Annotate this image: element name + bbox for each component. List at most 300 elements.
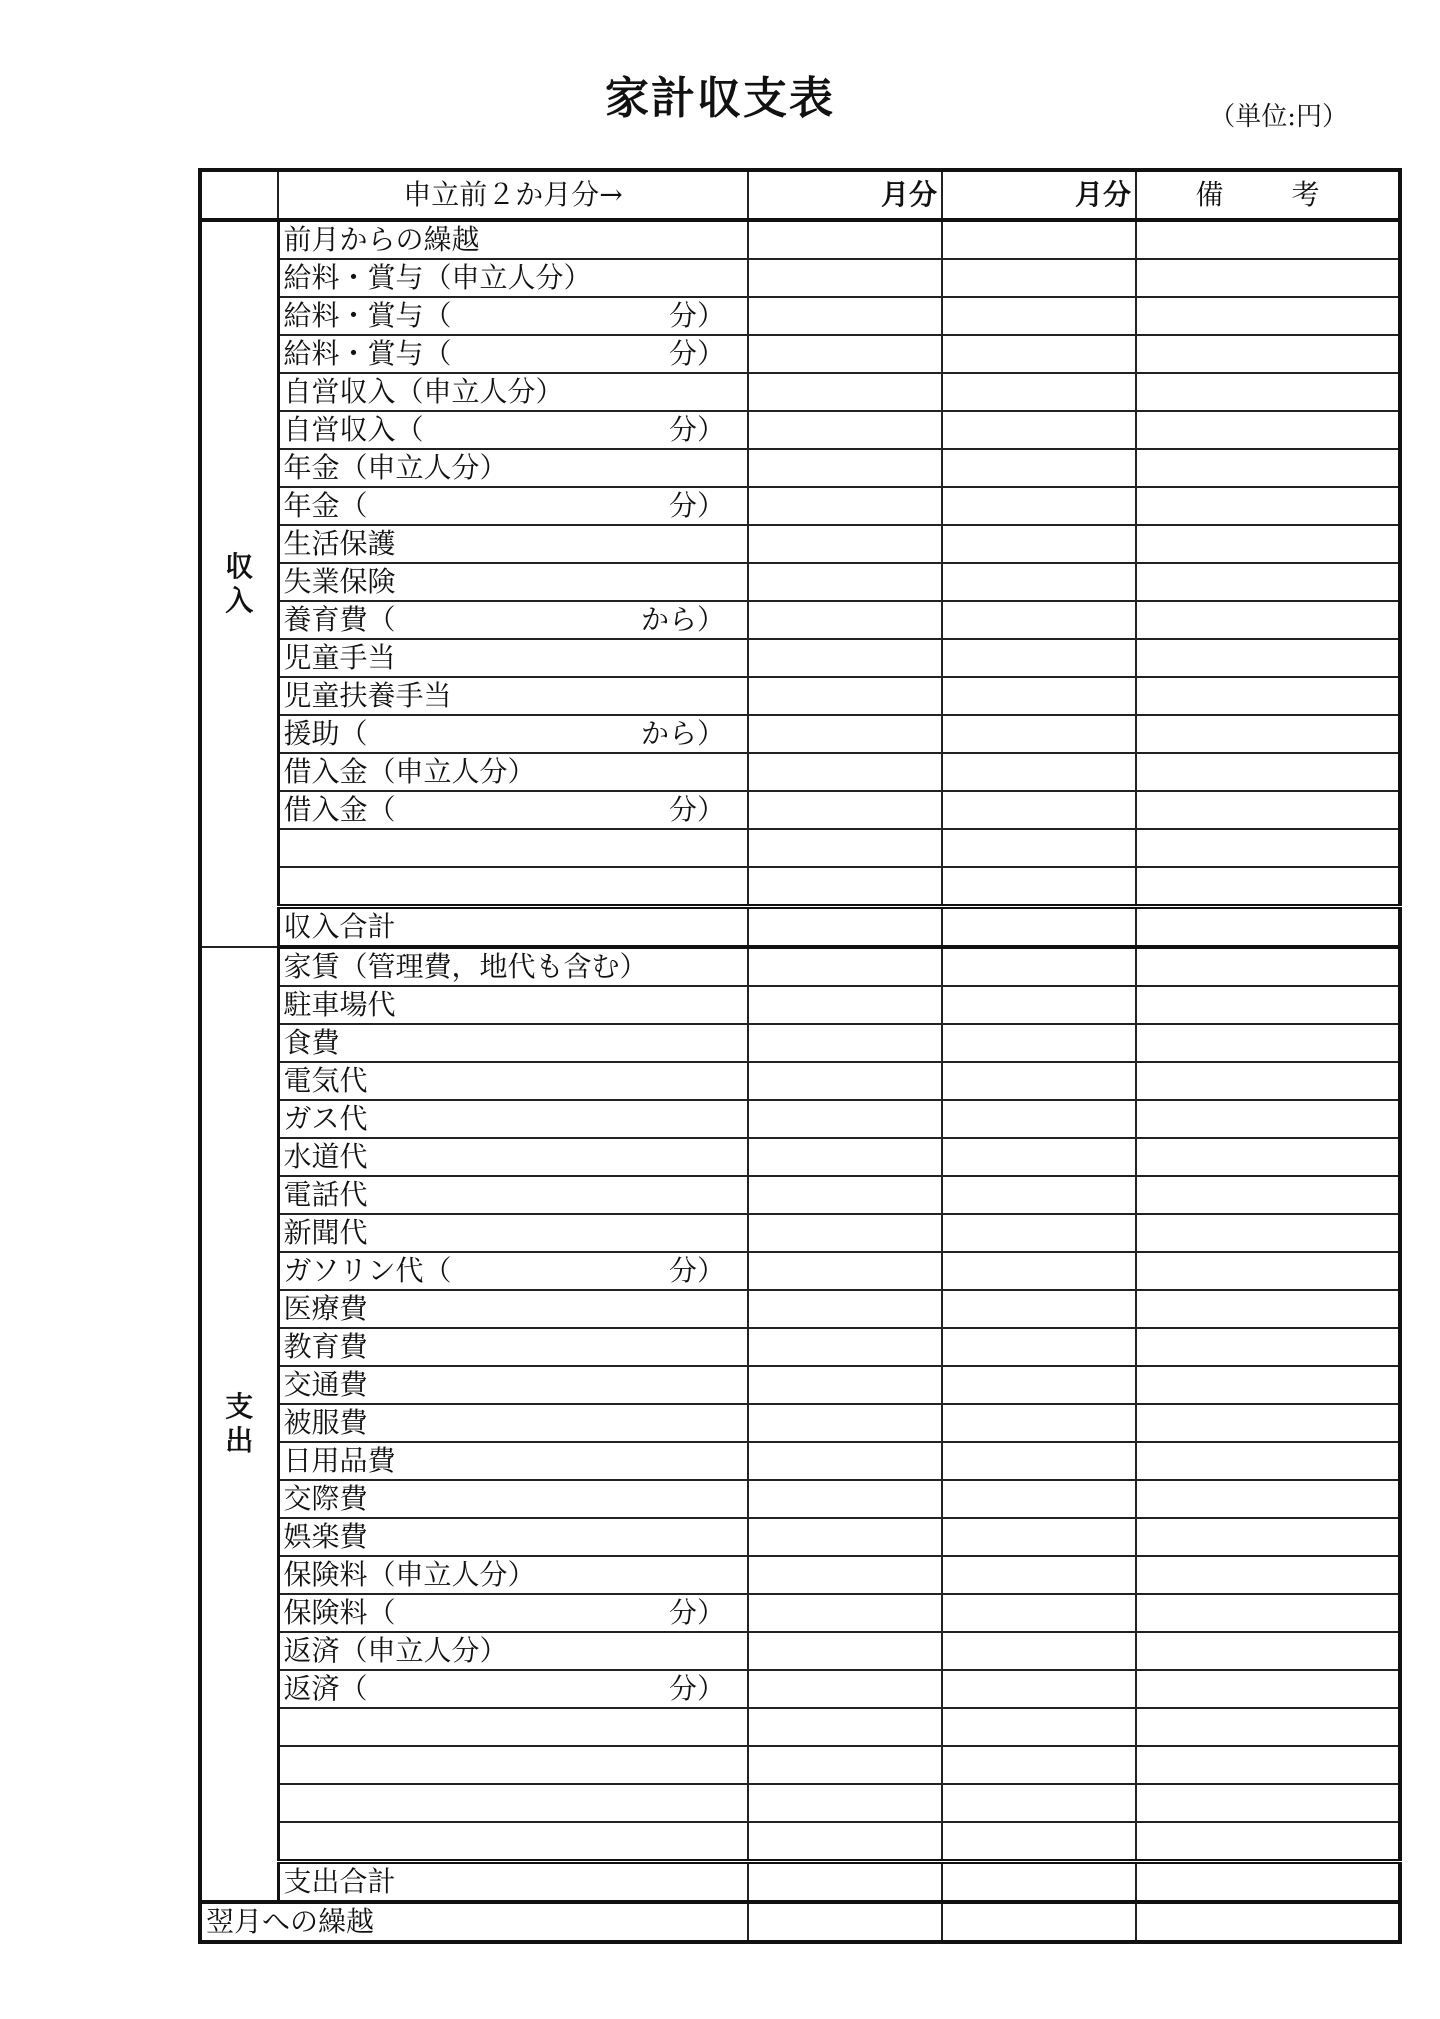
item-label-text: 返済（ <box>283 1672 368 1705</box>
expense-item-label <box>278 1138 748 1176</box>
remarks-cell[interactable] <box>1136 1594 1400 1632</box>
month-2-amount-cell[interactable] <box>942 947 1136 986</box>
month-1-amount-cell[interactable] <box>748 1214 942 1252</box>
header-remarks: 備 考 <box>1136 170 1400 220</box>
expense-row <box>200 1404 1400 1442</box>
month-2-amount-cell[interactable] <box>942 1176 1136 1214</box>
month-1-amount-cell[interactable] <box>748 1328 942 1366</box>
month-1-amount-cell[interactable] <box>748 601 942 639</box>
month-1-amount-cell[interactable] <box>748 563 942 601</box>
document-title: 家計収支表 <box>605 73 835 124</box>
table-body <box>200 170 1400 1942</box>
expense-item-label <box>278 947 748 986</box>
month-2-amount-cell[interactable] <box>942 335 1136 373</box>
expense-item-label <box>278 1062 748 1100</box>
month-1-amount-cell[interactable] <box>748 1708 942 1746</box>
item-label-suffix <box>725 1558 743 1592</box>
item-label-suffix: から） <box>640 603 725 636</box>
month-1-amount-cell[interactable] <box>748 1442 942 1480</box>
income-item-label <box>278 715 748 753</box>
expense-item-label <box>278 1328 748 1366</box>
income-item-label <box>278 639 748 677</box>
income-row <box>200 259 1400 297</box>
item-label-suffix <box>725 1216 743 1250</box>
month-2-amount-cell[interactable] <box>942 1100 1136 1138</box>
month-1-amount-cell[interactable] <box>748 1594 942 1632</box>
item-label-text: 電話代 <box>283 1178 368 1211</box>
month-1-amount-cell[interactable] <box>748 1100 942 1138</box>
item-label-suffix <box>725 1140 743 1174</box>
month-2-amount-cell[interactable] <box>942 1556 1136 1594</box>
income-item-label <box>278 259 748 297</box>
item-label-text: 給料・賞与（ <box>283 337 452 370</box>
month-2-amount-cell[interactable] <box>942 220 1136 259</box>
remarks-cell[interactable] <box>1136 1746 1400 1784</box>
month-2-amount-cell[interactable] <box>942 1024 1136 1062</box>
month-2-amount-cell[interactable] <box>942 411 1136 449</box>
item-label-text: 娯楽費 <box>283 1520 368 1553</box>
month-1-amount-cell[interactable] <box>748 1366 942 1404</box>
remarks-cell[interactable] <box>1136 1822 1400 1862</box>
month-2-amount-cell[interactable] <box>942 986 1136 1024</box>
expense-row <box>200 1138 1400 1176</box>
month-1-amount-cell[interactable] <box>748 791 942 829</box>
expense-item-label <box>278 1594 748 1632</box>
month-2-amount-cell[interactable] <box>942 639 1136 677</box>
month-2-carry-cell[interactable] <box>942 1902 1136 1942</box>
expense-row <box>200 1518 1400 1556</box>
month-1-amount-cell[interactable] <box>748 1670 942 1708</box>
month-1-amount-cell[interactable] <box>748 1404 942 1442</box>
item-label-text: 借入金（申立人分） <box>283 755 536 788</box>
income-item-label <box>278 829 748 867</box>
item-label-suffix: 分） <box>668 1672 725 1705</box>
remarks-cell[interactable] <box>1136 829 1400 867</box>
item-label-text: 教育費 <box>283 1330 368 1363</box>
remarks-cell[interactable] <box>1136 1328 1400 1366</box>
month-1-total-cell[interactable] <box>748 907 942 948</box>
income-row <box>200 411 1400 449</box>
income-item-label <box>278 867 748 907</box>
remarks-cell[interactable] <box>1136 1214 1400 1252</box>
item-label-suffix: 分） <box>668 489 725 522</box>
income-row <box>200 753 1400 791</box>
header-row <box>200 170 1400 220</box>
item-label-suffix <box>725 755 743 789</box>
remarks-cell[interactable] <box>1136 639 1400 677</box>
expense-item-label <box>278 1442 748 1480</box>
expense-row <box>200 986 1400 1024</box>
income-item-label <box>278 411 748 449</box>
month-2-amount-cell[interactable] <box>942 1822 1136 1862</box>
expense-item-label <box>278 1670 748 1708</box>
remarks-cell[interactable] <box>1136 220 1400 259</box>
item-label-suffix <box>725 1292 743 1326</box>
month-2-amount-cell[interactable] <box>942 677 1136 715</box>
expense-row <box>200 1290 1400 1328</box>
expense-row <box>200 1176 1400 1214</box>
remarks-cell[interactable] <box>1136 715 1400 753</box>
item-label-text: 給料・賞与（ <box>283 299 452 332</box>
remarks-cell[interactable] <box>1136 1138 1400 1176</box>
item-label-suffix <box>725 1064 743 1098</box>
month-2-amount-cell[interactable] <box>942 1366 1136 1404</box>
expense-row <box>200 1328 1400 1366</box>
remarks-cell[interactable] <box>1136 947 1400 986</box>
item-label-text: 児童扶養手当 <box>283 679 452 712</box>
remarks-cell[interactable] <box>1136 1708 1400 1746</box>
income-row <box>200 677 1400 715</box>
income-item-label <box>278 335 748 373</box>
item-label-suffix <box>725 1406 743 1440</box>
remarks-cell[interactable] <box>1136 1062 1400 1100</box>
income-row <box>200 487 1400 525</box>
remarks-cell[interactable] <box>1136 563 1400 601</box>
item-label-text: 年金（申立人分） <box>283 451 508 484</box>
month-1-amount-cell[interactable] <box>748 1822 942 1862</box>
item-label-text: 駐車場代 <box>283 988 396 1021</box>
expense-item-label <box>278 1746 748 1784</box>
month-1-amount-cell[interactable] <box>748 947 942 986</box>
income-section-char: 入 <box>225 584 254 617</box>
expense-section-label <box>200 947 278 1902</box>
income-item-label <box>278 525 748 563</box>
expense-item-label <box>278 1100 748 1138</box>
item-label-suffix <box>725 1368 743 1402</box>
expense-section-char: 支 <box>225 1390 254 1423</box>
month-1-amount-cell[interactable] <box>748 525 942 563</box>
month-1-amount-cell[interactable] <box>748 259 942 297</box>
month-1-amount-cell[interactable] <box>748 1290 942 1328</box>
item-label-suffix <box>725 565 743 599</box>
month-2-amount-cell[interactable] <box>942 1670 1136 1708</box>
remarks-cell[interactable] <box>1136 867 1400 907</box>
item-label-suffix <box>725 950 743 984</box>
month-2-total-cell[interactable] <box>942 907 1136 948</box>
month-2-amount-cell[interactable] <box>942 1290 1136 1328</box>
month-2-amount-cell[interactable] <box>942 1518 1136 1556</box>
income-section-label <box>200 220 278 947</box>
month-1-amount-cell[interactable] <box>748 449 942 487</box>
item-label-text: 保険料（ <box>283 1596 396 1629</box>
item-label-suffix <box>725 1102 743 1136</box>
item-label-suffix: 分） <box>668 793 725 826</box>
income-total-label: 収入合計 <box>278 907 748 948</box>
header-corner-cell <box>200 170 278 220</box>
expense-item-label <box>278 1252 748 1290</box>
item-label-suffix <box>725 375 743 409</box>
remarks-cell[interactable] <box>1136 1518 1400 1556</box>
expense-row <box>200 947 1400 986</box>
item-label-text: 養育費（ <box>283 603 396 636</box>
item-label-text: 年金（ <box>283 489 368 522</box>
item-label-text: 自営収入（申立人分） <box>283 375 564 408</box>
month-2-amount-cell[interactable] <box>942 1252 1136 1290</box>
expense-row <box>200 1556 1400 1594</box>
income-item-label <box>278 297 748 335</box>
remarks-cell[interactable] <box>1136 753 1400 791</box>
item-label-text: 失業保険 <box>283 565 396 598</box>
item-label-text: 援助（ <box>283 717 368 750</box>
remarks-cell[interactable] <box>1136 1480 1400 1518</box>
income-row <box>200 867 1400 907</box>
item-label-text: 食費 <box>283 1026 340 1059</box>
month-1-amount-cell[interactable] <box>748 297 942 335</box>
item-label-suffix <box>725 1178 743 1212</box>
expense-item-label <box>278 1822 748 1862</box>
expense-row <box>200 1632 1400 1670</box>
income-row <box>200 220 1400 259</box>
month-2-amount-cell[interactable] <box>942 1594 1136 1632</box>
item-label-suffix: 分） <box>668 1254 725 1287</box>
month-2-amount-cell[interactable] <box>942 715 1136 753</box>
item-label-suffix: から） <box>640 717 725 750</box>
income-item-label <box>278 563 748 601</box>
month-1-amount-cell[interactable] <box>748 373 942 411</box>
income-item-label <box>278 220 748 259</box>
unit-note: （単位:円） <box>1209 102 1348 132</box>
remarks-cell[interactable] <box>1136 1556 1400 1594</box>
expense-row <box>200 1062 1400 1100</box>
item-label-suffix <box>725 451 743 485</box>
remarks-cell[interactable] <box>1136 1784 1400 1822</box>
header-month-2: 月分 <box>942 170 1136 220</box>
remarks-cell[interactable] <box>1136 1404 1400 1442</box>
item-label-text: 給料・賞与（申立人分） <box>283 261 592 294</box>
item-label-suffix <box>725 261 743 295</box>
income-item-label <box>278 601 748 639</box>
item-label-suffix: 分） <box>668 413 725 446</box>
expense-row <box>200 1708 1400 1746</box>
income-item-label <box>278 487 748 525</box>
expense-row <box>200 1252 1400 1290</box>
month-1-amount-cell[interactable] <box>748 1480 942 1518</box>
remarks-cell[interactable] <box>1136 986 1400 1024</box>
item-label-suffix <box>725 988 743 1022</box>
month-1-amount-cell[interactable] <box>748 1556 942 1594</box>
item-label-suffix: 分） <box>668 299 725 332</box>
income-row <box>200 791 1400 829</box>
remarks-cell[interactable] <box>1136 1290 1400 1328</box>
item-label-suffix <box>725 1330 743 1364</box>
remarks-cell[interactable] <box>1136 1670 1400 1708</box>
income-row <box>200 715 1400 753</box>
month-2-amount-cell[interactable] <box>942 525 1136 563</box>
expense-item-label <box>278 1518 748 1556</box>
remarks-cell[interactable] <box>1136 601 1400 639</box>
month-2-amount-cell[interactable] <box>942 1404 1136 1442</box>
remarks-cell[interactable] <box>1136 1024 1400 1062</box>
item-label-suffix <box>725 1634 743 1668</box>
remarks-cell[interactable] <box>1136 487 1400 525</box>
month-1-amount-cell[interactable] <box>748 715 942 753</box>
remarks-cell[interactable] <box>1136 1632 1400 1670</box>
household-budget-table <box>198 168 1402 1944</box>
month-1-amount-cell[interactable] <box>748 829 942 867</box>
income-row <box>200 449 1400 487</box>
expense-total-label: 支出合計 <box>278 1862 748 1903</box>
item-label-text: 被服費 <box>283 1406 368 1439</box>
income-item-label <box>278 791 748 829</box>
income-total-row <box>200 907 1400 948</box>
month-2-amount-cell[interactable] <box>942 449 1136 487</box>
remarks-cell[interactable] <box>1136 411 1400 449</box>
expense-row <box>200 1670 1400 1708</box>
expense-item-label <box>278 1024 748 1062</box>
remarks-cell[interactable] <box>1136 259 1400 297</box>
expense-item-label <box>278 1290 748 1328</box>
remarks-cell[interactable] <box>1136 1252 1400 1290</box>
remarks-cell[interactable] <box>1136 449 1400 487</box>
item-label-suffix <box>725 527 743 561</box>
item-label-text: ガソリン代（ <box>283 1254 452 1287</box>
item-label-suffix <box>725 1520 743 1554</box>
expense-item-label <box>278 1366 748 1404</box>
item-label-text: 日用品費 <box>283 1444 396 1477</box>
item-label-text: 交通費 <box>283 1368 368 1401</box>
remarks-cell[interactable] <box>1136 677 1400 715</box>
month-2-amount-cell[interactable] <box>942 829 1136 867</box>
item-label-text: 電気代 <box>283 1064 368 1097</box>
month-1-carry-cell[interactable] <box>748 1902 942 1942</box>
expense-row <box>200 1024 1400 1062</box>
month-1-amount-cell[interactable] <box>748 1138 942 1176</box>
remarks-total-cell[interactable] <box>1136 907 1400 948</box>
expense-row <box>200 1480 1400 1518</box>
month-1-total-cell[interactable] <box>748 1862 942 1903</box>
month-1-amount-cell[interactable] <box>748 220 942 259</box>
month-1-amount-cell[interactable] <box>748 986 942 1024</box>
remarks-cell[interactable] <box>1136 1176 1400 1214</box>
month-2-total-cell[interactable] <box>942 1862 1136 1903</box>
item-label-suffix <box>725 1026 743 1060</box>
month-2-amount-cell[interactable] <box>942 563 1136 601</box>
item-label-text: 保険料（申立人分） <box>283 1558 536 1591</box>
item-label-text: 家賃（管理費，地代も含む） <box>283 950 648 983</box>
expense-row <box>200 1366 1400 1404</box>
expense-item-label <box>278 1784 748 1822</box>
month-2-amount-cell[interactable] <box>942 1632 1136 1670</box>
item-label-text: 交際費 <box>283 1482 368 1515</box>
remarks-cell[interactable] <box>1136 297 1400 335</box>
month-1-amount-cell[interactable] <box>748 1062 942 1100</box>
month-1-amount-cell[interactable] <box>748 1176 942 1214</box>
month-1-amount-cell[interactable] <box>748 753 942 791</box>
expense-row <box>200 1214 1400 1252</box>
month-2-amount-cell[interactable] <box>942 1062 1136 1100</box>
month-1-amount-cell[interactable] <box>748 1746 942 1784</box>
income-item-label <box>278 373 748 411</box>
income-row <box>200 335 1400 373</box>
expense-item-label <box>278 1214 748 1252</box>
item-label-suffix <box>725 641 743 675</box>
remarks-carry-cell[interactable] <box>1136 1902 1400 1942</box>
item-label-text: 生活保護 <box>283 527 396 560</box>
month-2-amount-cell[interactable] <box>942 1746 1136 1784</box>
remarks-cell[interactable] <box>1136 1366 1400 1404</box>
header-month-1: 月分 <box>748 170 942 220</box>
month-2-amount-cell[interactable] <box>942 791 1136 829</box>
month-1-amount-cell[interactable] <box>748 487 942 525</box>
month-2-amount-cell[interactable] <box>942 753 1136 791</box>
month-2-amount-cell[interactable] <box>942 601 1136 639</box>
month-1-amount-cell[interactable] <box>748 677 942 715</box>
income-item-label <box>278 677 748 715</box>
month-1-amount-cell[interactable] <box>748 335 942 373</box>
item-label-text: 自営収入（ <box>283 413 424 446</box>
carry-over-label: 翌月への繰越 <box>200 1902 748 1942</box>
month-2-amount-cell[interactable] <box>942 1138 1136 1176</box>
expense-section-char: 出 <box>225 1424 254 1457</box>
remarks-cell[interactable] <box>1136 373 1400 411</box>
remarks-total-cell[interactable] <box>1136 1862 1400 1903</box>
month-1-amount-cell[interactable] <box>748 1252 942 1290</box>
income-row <box>200 639 1400 677</box>
item-label-suffix <box>725 223 743 257</box>
income-row <box>200 829 1400 867</box>
expense-item-label <box>278 1632 748 1670</box>
item-label-text: ガス代 <box>283 1102 368 1135</box>
month-2-amount-cell[interactable] <box>942 867 1136 907</box>
expense-row <box>200 1746 1400 1784</box>
carry-over-row <box>200 1902 1400 1942</box>
income-row <box>200 563 1400 601</box>
income-item-label <box>278 753 748 791</box>
remarks-cell[interactable] <box>1136 335 1400 373</box>
item-label-text: 医療費 <box>283 1292 368 1325</box>
month-1-amount-cell[interactable] <box>748 1518 942 1556</box>
expense-item-label <box>278 1480 748 1518</box>
month-1-amount-cell[interactable] <box>748 411 942 449</box>
item-label-suffix <box>725 679 743 713</box>
income-row <box>200 297 1400 335</box>
item-label-suffix <box>725 1444 743 1478</box>
remarks-cell[interactable] <box>1136 525 1400 563</box>
month-2-amount-cell[interactable] <box>942 373 1136 411</box>
month-1-amount-cell[interactable] <box>748 1024 942 1062</box>
income-section-char: 収 <box>225 550 254 583</box>
month-1-amount-cell[interactable] <box>748 639 942 677</box>
item-label-text: 水道代 <box>283 1140 368 1173</box>
month-2-amount-cell[interactable] <box>942 1784 1136 1822</box>
expense-row <box>200 1594 1400 1632</box>
month-2-amount-cell[interactable] <box>942 297 1136 335</box>
expense-row <box>200 1822 1400 1862</box>
month-2-amount-cell[interactable] <box>942 1442 1136 1480</box>
month-1-amount-cell[interactable] <box>748 1784 942 1822</box>
remarks-cell[interactable] <box>1136 791 1400 829</box>
month-2-amount-cell[interactable] <box>942 1480 1136 1518</box>
item-label-text: 新聞代 <box>283 1216 368 1249</box>
expense-total-row <box>200 1862 1400 1903</box>
month-2-amount-cell[interactable] <box>942 487 1136 525</box>
item-label-text: 借入金（ <box>283 793 396 826</box>
remarks-cell[interactable] <box>1136 1100 1400 1138</box>
income-item-label <box>278 449 748 487</box>
expense-item-label <box>278 1556 748 1594</box>
remarks-cell[interactable] <box>1136 1442 1400 1480</box>
month-2-amount-cell[interactable] <box>942 1708 1136 1746</box>
income-row <box>200 601 1400 639</box>
item-label-text: 児童手当 <box>283 641 396 674</box>
month-2-amount-cell[interactable] <box>942 1214 1136 1252</box>
month-2-amount-cell[interactable] <box>942 259 1136 297</box>
month-1-amount-cell[interactable] <box>748 867 942 907</box>
item-label-suffix: 分） <box>668 337 725 370</box>
month-2-amount-cell[interactable] <box>942 1328 1136 1366</box>
expense-row <box>200 1100 1400 1138</box>
month-1-amount-cell[interactable] <box>748 1632 942 1670</box>
